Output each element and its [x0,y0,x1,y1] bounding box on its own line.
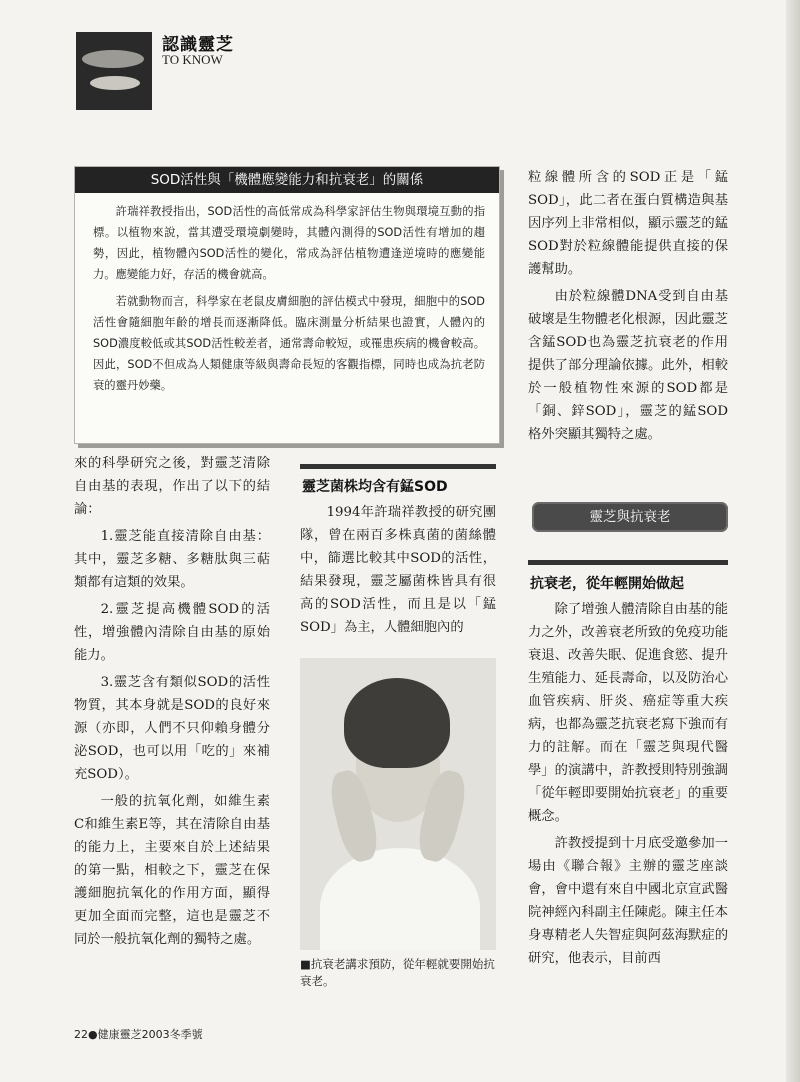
paragraph: 來的科學研究之後，對靈芝清除自由基的表現，作出了以下的結論： [74,456,270,517]
paragraph: 由於粒線體DNA受到自由基破壞是生物體老化根源，因此靈芝含錳SOD也為靈芝抗衰老的作用提供了部分理論依據。此外，相較於一般植物性來源的SOD都是「銅、鋅SOD」，靈芝的錳SOD格外突顯其獨特之處。 [528,289,728,442]
section-rule [528,560,728,565]
paragraph: 3.靈芝含有類似SOD的活性物質，其本身就是SOD的良好來源（亦即，人們不只仰賴身體分泌SOD，也可以用「吃的」來補充SOD）。 [74,675,270,782]
section-rule [300,464,496,469]
box-paragraph: 若就動物而言，科學家在老鼠皮膚細胞的評估模式中發現，細胞中的SOD活性會隨細胞年齡的增長而逐漸降低。臨床測量分析結果也證實，人體內的SOD濃度較低或其SOD活性較差者，通常壽命較短，或罹患疾病的機會較高。因此，SOD不但成為人類健康等級與壽命長短的客觀指標，同時也成為抗老防衰的靈丹妙藥。 [93,295,485,392]
paragraph: 粒線體所含的SOD正是「錳SOD」，此二者在蛋白質構造與基因序列上非常相似，顯示靈芝的錳SOD對於粒線體能提供直接的保護幫助。 [528,170,728,277]
page-footer: 22●健康靈芝2003冬季號 [74,1028,203,1041]
paragraph: 許教授提到十月底受邀參加一場由《聯合報》主辦的靈芝座談會，會中還有來自中國北京宣武醫院神經內科副主任陳彪。陳主任本身專精老人失智症與阿茲海默症的研究，他表示，目前西 [528,836,728,966]
section-subtitle: TO KNOW [162,52,223,67]
shoulders-shape [320,848,480,950]
column-right-bottom [528,598,728,974]
paragraph: 一般的抗氧化劑，如維生素C和維生素E等，其在清除自由基的能力上，主要來自於上述結果的第一點，相較之下，靈芝在保護細胞抗氧化的作用方面，顯得更加全面而完整，這也是靈芝不同於一般抗氧化劑的獨特之處。 [74,794,270,947]
paragraph: 1.靈芝能直接清除自由基：其中，靈芝多糖、多糖肽與三萜類都有這類的效果。 [74,529,270,590]
column-left [74,452,270,955]
section-title: 認識靈芝 [162,35,234,55]
lingzhi-photo [76,32,152,110]
mushroom-cap-shape [90,76,140,90]
paragraph: 1994年許瑞祥教授的研究團隊，曾在兩百多株真菌的菌絲體中，篩選比較其中SOD的活性，結果發現，靈芝屬菌株皆具有很高的SOD活性，而且是以「錳SOD」為主，人體細胞內的 [300,505,496,635]
col2-heading: 靈芝菌株均含有錳SOD [302,479,448,495]
column-right-top [528,166,728,450]
hair-shape [344,678,450,768]
column-middle [300,501,496,643]
paragraph: 2.靈芝提高機體SOD的活性，增強體內清除自由基的原始能力。 [74,602,270,663]
sidebar-box [74,166,500,444]
paragraph: 除了增強人體清除自由基的能力之外，改善衰老所致的免疫功能衰退、改善失眠、促進食慾、提升生殖能力、延長壽命，以及防治心血管疾病、肝炎、癌症等重大疾病，也都為靈芝抗衰老寫下強而有力的註解。而在「靈芝與現代醫學」的演講中，許教授則特別強調「從年輕即要開始抗衰老」的重要概念。 [528,602,728,824]
box-title: SOD活性與「機體應變能力和抗衰老」的關係 [75,167,499,193]
page-edge [786,0,800,1082]
box-paragraph: 許瑞祥教授指出，SOD活性的高低常成為科學家評估生物與環境互動的指標。以植物來說，當其遭受環境劇變時，其體內測得的SOD活性有增加的趨勢，因此，植物體內SOD活性的變化，常成為評估植物遭逢逆境時的應變能力。應變能力好，存活的機會就高。 [93,205,485,281]
photo-caption: ■抗衰老講求預防，從年輕就要開始抗衰老。 [300,957,495,988]
woman-photo [300,658,496,950]
section-banner: 靈芝與抗衰老 [532,502,728,532]
box-body [75,193,499,396]
col3-heading: 抗衰老，從年輕開始做起 [530,576,684,592]
mushroom-cap-shape [82,50,144,68]
